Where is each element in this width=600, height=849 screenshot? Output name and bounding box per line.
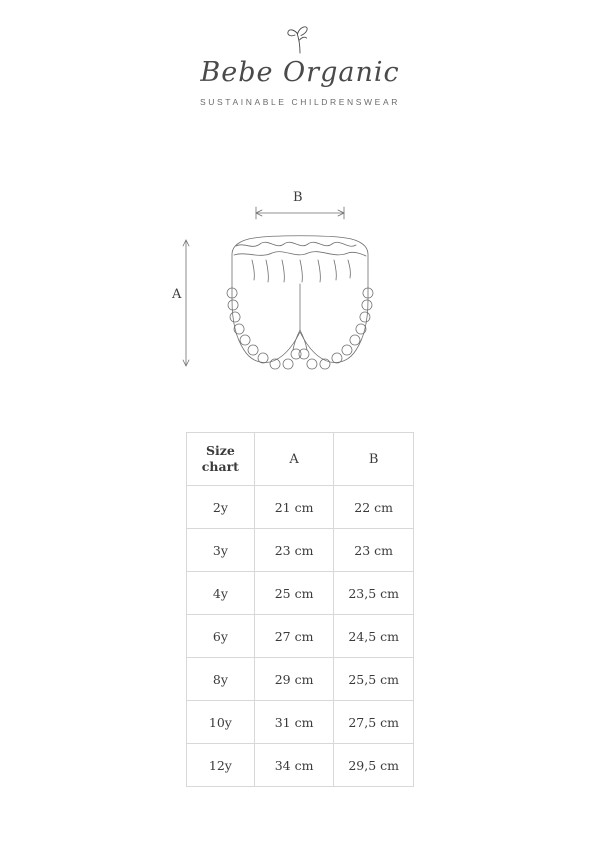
header-measure-a: A <box>254 433 334 486</box>
table-header-row <box>187 433 414 486</box>
cell-b: 23,5 cm <box>334 572 414 615</box>
cell-a: 31 cm <box>254 701 334 744</box>
leaf-sprig-icon <box>0 22 600 56</box>
garment-diagram <box>0 180 600 400</box>
dimension-label-a: A <box>172 287 182 302</box>
brand-name: Bebe Organic <box>200 57 400 88</box>
brand-tagline: SUSTAINABLE CHILDRENSWEAR <box>200 96 400 107</box>
cell-a: 27 cm <box>254 615 334 658</box>
table-row <box>187 701 414 744</box>
size-chart-table <box>186 432 414 787</box>
size-chart-body <box>187 486 414 787</box>
cell-size: 4y <box>187 572 255 615</box>
cell-a: 23 cm <box>254 529 334 572</box>
table-row <box>187 744 414 787</box>
cell-b: 29,5 cm <box>334 744 414 787</box>
cell-b: 25,5 cm <box>334 658 414 701</box>
cell-b: 22 cm <box>334 486 414 529</box>
cell-size: 2y <box>187 486 255 529</box>
table-row <box>187 529 414 572</box>
header-measure-b: B <box>334 433 414 486</box>
cell-b: 24,5 cm <box>334 615 414 658</box>
cell-size: 12y <box>187 744 255 787</box>
cell-b: 27,5 cm <box>334 701 414 744</box>
dimension-label-b: B <box>293 190 303 205</box>
shorts-illustration <box>0 180 600 400</box>
header-size-chart: Size chart <box>187 433 255 486</box>
size-chart-header <box>187 433 414 486</box>
cell-size: 3y <box>187 529 255 572</box>
table-row <box>187 486 414 529</box>
table-row <box>187 615 414 658</box>
cell-size: 6y <box>187 615 255 658</box>
cell-size: 8y <box>187 658 255 701</box>
cell-a: 29 cm <box>254 658 334 701</box>
table-row <box>187 572 414 615</box>
cell-a: 21 cm <box>254 486 334 529</box>
cell-size: 10y <box>187 701 255 744</box>
cell-a: 25 cm <box>254 572 334 615</box>
size-chart-section <box>186 432 414 787</box>
table-row <box>187 658 414 701</box>
cell-b: 23 cm <box>334 529 414 572</box>
brand-header <box>0 22 600 107</box>
cell-a: 34 cm <box>254 744 334 787</box>
